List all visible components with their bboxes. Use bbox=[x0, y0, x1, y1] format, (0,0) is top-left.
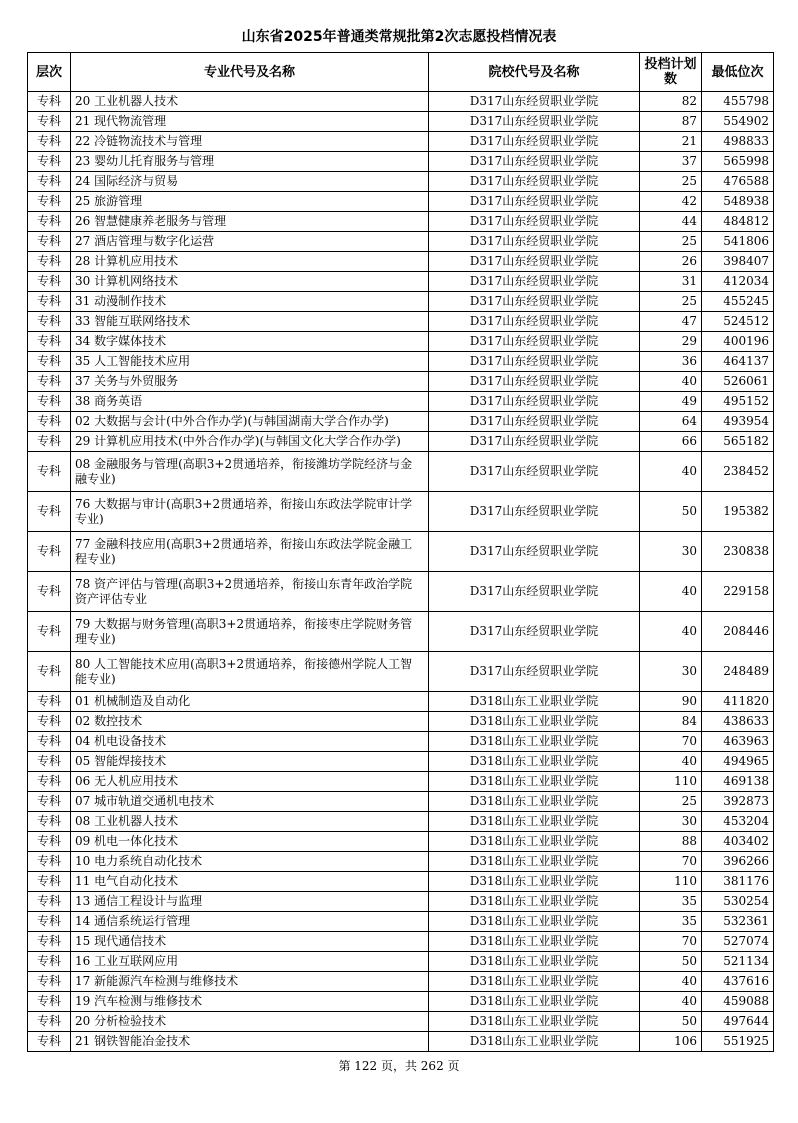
cell-level: 专科 bbox=[28, 252, 71, 272]
cell-school: D317山东经贸职业学院 bbox=[429, 532, 640, 572]
cell-rank: 453204 bbox=[702, 812, 774, 832]
cell-level: 专科 bbox=[28, 292, 71, 312]
cell-plan: 30 bbox=[640, 812, 702, 832]
table-row bbox=[28, 752, 774, 772]
cell-plan: 88 bbox=[640, 832, 702, 852]
cell-school: D318山东工业职业学院 bbox=[429, 912, 640, 932]
header-school: 院校代号及名称 bbox=[429, 53, 640, 92]
table-row bbox=[28, 792, 774, 812]
cell-plan: 50 bbox=[640, 1012, 702, 1032]
cell-school: D317山东经贸职业学院 bbox=[429, 372, 640, 392]
cell-rank: 437616 bbox=[702, 972, 774, 992]
cell-rank: 498833 bbox=[702, 132, 774, 152]
cell-rank: 565182 bbox=[702, 432, 774, 452]
table-row bbox=[28, 412, 774, 432]
table-row bbox=[28, 292, 774, 312]
cell-major: 79 大数据与财务管理(高职3+2贯通培养，衔接枣庄学院财务管理专业) bbox=[71, 612, 429, 652]
table-row bbox=[28, 612, 774, 652]
table-row bbox=[28, 712, 774, 732]
cell-plan: 31 bbox=[640, 272, 702, 292]
cell-plan: 40 bbox=[640, 752, 702, 772]
table-row bbox=[28, 272, 774, 292]
cell-plan: 35 bbox=[640, 892, 702, 912]
cell-plan: 50 bbox=[640, 952, 702, 972]
cell-major: 21 钢铁智能冶金技术 bbox=[71, 1032, 429, 1052]
cell-rank: 230838 bbox=[702, 532, 774, 572]
header-major: 专业代号及名称 bbox=[71, 53, 429, 92]
cell-level: 专科 bbox=[28, 652, 71, 692]
admission-table bbox=[27, 52, 774, 1052]
cell-plan: 49 bbox=[640, 392, 702, 412]
cell-school: D317山东经贸职业学院 bbox=[429, 172, 640, 192]
table-row bbox=[28, 1032, 774, 1052]
cell-rank: 195382 bbox=[702, 492, 774, 532]
cell-major: 09 机电一体化技术 bbox=[71, 832, 429, 852]
table-row bbox=[28, 132, 774, 152]
table-row bbox=[28, 892, 774, 912]
cell-school: D317山东经贸职业学院 bbox=[429, 192, 640, 212]
cell-level: 专科 bbox=[28, 232, 71, 252]
cell-major: 11 电气自动化技术 bbox=[71, 872, 429, 892]
cell-rank: 530254 bbox=[702, 892, 774, 912]
cell-plan: 84 bbox=[640, 712, 702, 732]
cell-school: D317山东经贸职业学院 bbox=[429, 232, 640, 252]
cell-school: D317山东经贸职业学院 bbox=[429, 352, 640, 372]
cell-major: 31 动漫制作技术 bbox=[71, 292, 429, 312]
cell-rank: 469138 bbox=[702, 772, 774, 792]
cell-plan: 70 bbox=[640, 932, 702, 952]
cell-major: 20 分析检验技术 bbox=[71, 1012, 429, 1032]
cell-rank: 521134 bbox=[702, 952, 774, 972]
cell-plan: 30 bbox=[640, 652, 702, 692]
cell-level: 专科 bbox=[28, 952, 71, 972]
cell-school: D317山东经贸职业学院 bbox=[429, 492, 640, 532]
cell-level: 专科 bbox=[28, 872, 71, 892]
table-row bbox=[28, 852, 774, 872]
header-rank: 最低位次 bbox=[702, 53, 774, 92]
cell-plan: 40 bbox=[640, 992, 702, 1012]
cell-plan: 106 bbox=[640, 1032, 702, 1052]
cell-major: 34 数字媒体技术 bbox=[71, 332, 429, 352]
header-plan: 投档计划数 bbox=[640, 53, 702, 92]
cell-plan: 25 bbox=[640, 792, 702, 812]
cell-plan: 40 bbox=[640, 452, 702, 492]
cell-major: 78 资产评估与管理(高职3+2贯通培养，衔接山东青年政治学院资产评估专业 bbox=[71, 572, 429, 612]
cell-rank: 494965 bbox=[702, 752, 774, 772]
cell-level: 专科 bbox=[28, 532, 71, 572]
cell-level: 专科 bbox=[28, 212, 71, 232]
cell-rank: 527074 bbox=[702, 932, 774, 952]
cell-rank: 396266 bbox=[702, 852, 774, 872]
cell-rank: 248489 bbox=[702, 652, 774, 692]
cell-plan: 50 bbox=[640, 492, 702, 532]
cell-major: 19 汽车检测与维修技术 bbox=[71, 992, 429, 1012]
cell-level: 专科 bbox=[28, 332, 71, 352]
cell-rank: 524512 bbox=[702, 312, 774, 332]
table-row bbox=[28, 332, 774, 352]
cell-rank: 532361 bbox=[702, 912, 774, 932]
cell-plan: 25 bbox=[640, 172, 702, 192]
cell-major: 08 工业机器人技术 bbox=[71, 812, 429, 832]
cell-school: D317山东经贸职业学院 bbox=[429, 572, 640, 612]
page-title: 山东省2025年普通类常规批第2次志愿投档情况表 bbox=[241, 29, 557, 45]
cell-level: 专科 bbox=[28, 712, 71, 732]
table-row bbox=[28, 872, 774, 892]
table-row bbox=[28, 832, 774, 852]
cell-level: 专科 bbox=[28, 132, 71, 152]
cell-rank: 484812 bbox=[702, 212, 774, 232]
table-row bbox=[28, 452, 774, 492]
cell-rank: 411820 bbox=[702, 692, 774, 712]
cell-school: D317山东经贸职业学院 bbox=[429, 92, 640, 112]
cell-school: D317山东经贸职业学院 bbox=[429, 112, 640, 132]
table-row bbox=[28, 152, 774, 172]
cell-level: 专科 bbox=[28, 732, 71, 752]
cell-level: 专科 bbox=[28, 412, 71, 432]
cell-level: 专科 bbox=[28, 932, 71, 952]
cell-school: D318山东工业职业学院 bbox=[429, 932, 640, 952]
cell-level: 专科 bbox=[28, 432, 71, 452]
table-row bbox=[28, 1012, 774, 1032]
cell-level: 专科 bbox=[28, 612, 71, 652]
cell-major: 77 金融科技应用(高职3+2贯通培养，衔接山东政法学院金融工程专业) bbox=[71, 532, 429, 572]
cell-major: 27 酒店管理与数字化运营 bbox=[71, 232, 429, 252]
cell-rank: 551925 bbox=[702, 1032, 774, 1052]
cell-plan: 44 bbox=[640, 212, 702, 232]
cell-school: D317山东经贸职业学院 bbox=[429, 132, 640, 152]
cell-school: D318山东工业职业学院 bbox=[429, 772, 640, 792]
cell-plan: 25 bbox=[640, 292, 702, 312]
table-row bbox=[28, 92, 774, 112]
cell-level: 专科 bbox=[28, 572, 71, 612]
cell-major: 02 数控技术 bbox=[71, 712, 429, 732]
cell-level: 专科 bbox=[28, 92, 71, 112]
cell-level: 专科 bbox=[28, 752, 71, 772]
table-row bbox=[28, 692, 774, 712]
cell-school: D317山东经贸职业学院 bbox=[429, 312, 640, 332]
cell-level: 专科 bbox=[28, 492, 71, 532]
cell-major: 76 大数据与审计(高职3+2贯通培养，衔接山东政法学院审计学专业) bbox=[71, 492, 429, 532]
table-row bbox=[28, 392, 774, 412]
cell-rank: 400196 bbox=[702, 332, 774, 352]
cell-school: D318山东工业职业学院 bbox=[429, 1012, 640, 1032]
cell-school: D317山东经贸职业学院 bbox=[429, 452, 640, 492]
cell-plan: 82 bbox=[640, 92, 702, 112]
cell-major: 07 城市轨道交通机电技术 bbox=[71, 792, 429, 812]
cell-level: 专科 bbox=[28, 792, 71, 812]
cell-level: 专科 bbox=[28, 392, 71, 412]
cell-school: D318山东工业职业学院 bbox=[429, 792, 640, 812]
cell-plan: 40 bbox=[640, 972, 702, 992]
cell-school: D318山东工业职业学院 bbox=[429, 992, 640, 1012]
cell-major: 33 智能互联网络技术 bbox=[71, 312, 429, 332]
cell-school: D318山东工业职业学院 bbox=[429, 952, 640, 972]
table-row bbox=[28, 192, 774, 212]
cell-major: 02 大数据与会计(中外合作办学)(与韩国湖南大学合作办学) bbox=[71, 412, 429, 432]
cell-major: 08 金融服务与管理(高职3+2贯通培养，衔接潍坊学院经济与金融专业) bbox=[71, 452, 429, 492]
cell-rank: 464137 bbox=[702, 352, 774, 372]
cell-school: D318山东工业职业学院 bbox=[429, 752, 640, 772]
cell-level: 专科 bbox=[28, 192, 71, 212]
cell-school: D317山东经贸职业学院 bbox=[429, 612, 640, 652]
cell-level: 专科 bbox=[28, 992, 71, 1012]
table-row bbox=[28, 172, 774, 192]
cell-school: D317山东经贸职业学院 bbox=[429, 332, 640, 352]
cell-major: 17 新能源汽车检测与维修技术 bbox=[71, 972, 429, 992]
cell-major: 06 无人机应用技术 bbox=[71, 772, 429, 792]
table-row bbox=[28, 532, 774, 572]
cell-school: D317山东经贸职业学院 bbox=[429, 412, 640, 432]
cell-plan: 21 bbox=[640, 132, 702, 152]
cell-rank: 526061 bbox=[702, 372, 774, 392]
cell-plan: 37 bbox=[640, 152, 702, 172]
cell-major: 22 冷链物流技术与管理 bbox=[71, 132, 429, 152]
cell-plan: 64 bbox=[640, 412, 702, 432]
cell-rank: 497644 bbox=[702, 1012, 774, 1032]
cell-major: 30 计算机网络技术 bbox=[71, 272, 429, 292]
cell-major: 15 现代通信技术 bbox=[71, 932, 429, 952]
cell-plan: 40 bbox=[640, 612, 702, 652]
table-row bbox=[28, 912, 774, 932]
cell-plan: 35 bbox=[640, 912, 702, 932]
cell-major: 16 工业互联网应用 bbox=[71, 952, 429, 972]
cell-school: D318山东工业职业学院 bbox=[429, 812, 640, 832]
cell-school: D318山东工业职业学院 bbox=[429, 692, 640, 712]
cell-plan: 110 bbox=[640, 772, 702, 792]
cell-major: 25 旅游管理 bbox=[71, 192, 429, 212]
cell-level: 专科 bbox=[28, 452, 71, 492]
cell-plan: 30 bbox=[640, 532, 702, 572]
cell-level: 专科 bbox=[28, 892, 71, 912]
table-row bbox=[28, 492, 774, 532]
cell-level: 专科 bbox=[28, 272, 71, 292]
cell-school: D317山东经贸职业学院 bbox=[429, 392, 640, 412]
table-row bbox=[28, 252, 774, 272]
cell-plan: 40 bbox=[640, 572, 702, 612]
cell-level: 专科 bbox=[28, 372, 71, 392]
cell-rank: 238452 bbox=[702, 452, 774, 492]
cell-major: 21 现代物流管理 bbox=[71, 112, 429, 132]
cell-plan: 40 bbox=[640, 372, 702, 392]
table-row bbox=[28, 952, 774, 972]
cell-school: D318山东工业职业学院 bbox=[429, 1032, 640, 1052]
cell-level: 专科 bbox=[28, 812, 71, 832]
cell-level: 专科 bbox=[28, 352, 71, 372]
table-header-row bbox=[28, 53, 774, 92]
cell-school: D318山东工业职业学院 bbox=[429, 832, 640, 852]
cell-rank: 208446 bbox=[702, 612, 774, 652]
cell-level: 专科 bbox=[28, 852, 71, 872]
cell-rank: 493954 bbox=[702, 412, 774, 432]
header-level: 层次 bbox=[28, 53, 71, 92]
cell-level: 专科 bbox=[28, 1032, 71, 1052]
cell-plan: 110 bbox=[640, 872, 702, 892]
cell-rank: 476588 bbox=[702, 172, 774, 192]
cell-level: 专科 bbox=[28, 832, 71, 852]
cell-rank: 565998 bbox=[702, 152, 774, 172]
cell-rank: 455245 bbox=[702, 292, 774, 312]
cell-major: 05 智能焊接技术 bbox=[71, 752, 429, 772]
cell-school: D318山东工业职业学院 bbox=[429, 872, 640, 892]
cell-rank: 403402 bbox=[702, 832, 774, 852]
cell-rank: 541806 bbox=[702, 232, 774, 252]
cell-school: D318山东工业职业学院 bbox=[429, 972, 640, 992]
cell-school: D318山东工业职业学院 bbox=[429, 852, 640, 872]
table-row bbox=[28, 992, 774, 1012]
table-row bbox=[28, 352, 774, 372]
cell-plan: 66 bbox=[640, 432, 702, 452]
table-row bbox=[28, 652, 774, 692]
cell-major: 37 关务与外贸服务 bbox=[71, 372, 429, 392]
cell-rank: 398407 bbox=[702, 252, 774, 272]
cell-plan: 26 bbox=[640, 252, 702, 272]
table-row bbox=[28, 572, 774, 612]
table-row bbox=[28, 232, 774, 252]
cell-major: 14 通信系统运行管理 bbox=[71, 912, 429, 932]
cell-plan: 90 bbox=[640, 692, 702, 712]
cell-plan: 42 bbox=[640, 192, 702, 212]
cell-major: 23 婴幼儿托育服务与管理 bbox=[71, 152, 429, 172]
cell-school: D318山东工业职业学院 bbox=[429, 892, 640, 912]
cell-plan: 36 bbox=[640, 352, 702, 372]
table-row bbox=[28, 772, 774, 792]
cell-rank: 463963 bbox=[702, 732, 774, 752]
cell-level: 专科 bbox=[28, 152, 71, 172]
table-row bbox=[28, 732, 774, 752]
cell-school: D317山东经贸职业学院 bbox=[429, 152, 640, 172]
cell-level: 专科 bbox=[28, 912, 71, 932]
cell-major: 26 智慧健康养老服务与管理 bbox=[71, 212, 429, 232]
cell-rank: 495152 bbox=[702, 392, 774, 412]
cell-plan: 25 bbox=[640, 232, 702, 252]
table-row bbox=[28, 932, 774, 952]
cell-rank: 455798 bbox=[702, 92, 774, 112]
cell-major: 29 计算机应用技术(中外合作办学)(与韩国文化大学合作办学) bbox=[71, 432, 429, 452]
cell-school: D318山东工业职业学院 bbox=[429, 712, 640, 732]
cell-major: 20 工业机器人技术 bbox=[71, 92, 429, 112]
cell-school: D317山东经贸职业学院 bbox=[429, 652, 640, 692]
cell-level: 专科 bbox=[28, 1012, 71, 1032]
cell-school: D317山东经贸职业学院 bbox=[429, 432, 640, 452]
cell-plan: 70 bbox=[640, 852, 702, 872]
cell-school: D317山东经贸职业学院 bbox=[429, 212, 640, 232]
cell-rank: 554902 bbox=[702, 112, 774, 132]
cell-plan: 70 bbox=[640, 732, 702, 752]
cell-major: 10 电力系统自动化技术 bbox=[71, 852, 429, 872]
cell-plan: 29 bbox=[640, 332, 702, 352]
cell-level: 专科 bbox=[28, 772, 71, 792]
cell-rank: 229158 bbox=[702, 572, 774, 612]
cell-major: 28 计算机应用技术 bbox=[71, 252, 429, 272]
cell-rank: 381176 bbox=[702, 872, 774, 892]
table-row bbox=[28, 972, 774, 992]
cell-level: 专科 bbox=[28, 112, 71, 132]
cell-school: D317山东经贸职业学院 bbox=[429, 272, 640, 292]
cell-rank: 412034 bbox=[702, 272, 774, 292]
cell-major: 01 机械制造及自动化 bbox=[71, 692, 429, 712]
table-body bbox=[28, 92, 774, 1052]
table-row bbox=[28, 812, 774, 832]
cell-rank: 548938 bbox=[702, 192, 774, 212]
cell-level: 专科 bbox=[28, 692, 71, 712]
table-row bbox=[28, 432, 774, 452]
page-footer: 第 122 页，共 262 页 bbox=[338, 1059, 460, 1073]
cell-major: 38 商务英语 bbox=[71, 392, 429, 412]
table-row bbox=[28, 112, 774, 132]
cell-rank: 438633 bbox=[702, 712, 774, 732]
cell-rank: 392873 bbox=[702, 792, 774, 812]
cell-level: 专科 bbox=[28, 972, 71, 992]
cell-rank: 459088 bbox=[702, 992, 774, 1012]
cell-level: 专科 bbox=[28, 172, 71, 192]
cell-major: 13 通信工程设计与监理 bbox=[71, 892, 429, 912]
cell-school: D317山东经贸职业学院 bbox=[429, 292, 640, 312]
cell-major: 24 国际经济与贸易 bbox=[71, 172, 429, 192]
cell-major: 35 人工智能技术应用 bbox=[71, 352, 429, 372]
cell-plan: 87 bbox=[640, 112, 702, 132]
table-row bbox=[28, 212, 774, 232]
cell-school: D318山东工业职业学院 bbox=[429, 732, 640, 752]
cell-major: 04 机电设备技术 bbox=[71, 732, 429, 752]
cell-major: 80 人工智能技术应用(高职3+2贯通培养，衔接德州学院人工智能专业) bbox=[71, 652, 429, 692]
cell-school: D317山东经贸职业学院 bbox=[429, 252, 640, 272]
table-row bbox=[28, 312, 774, 332]
cell-plan: 47 bbox=[640, 312, 702, 332]
cell-level: 专科 bbox=[28, 312, 71, 332]
table-row bbox=[28, 372, 774, 392]
